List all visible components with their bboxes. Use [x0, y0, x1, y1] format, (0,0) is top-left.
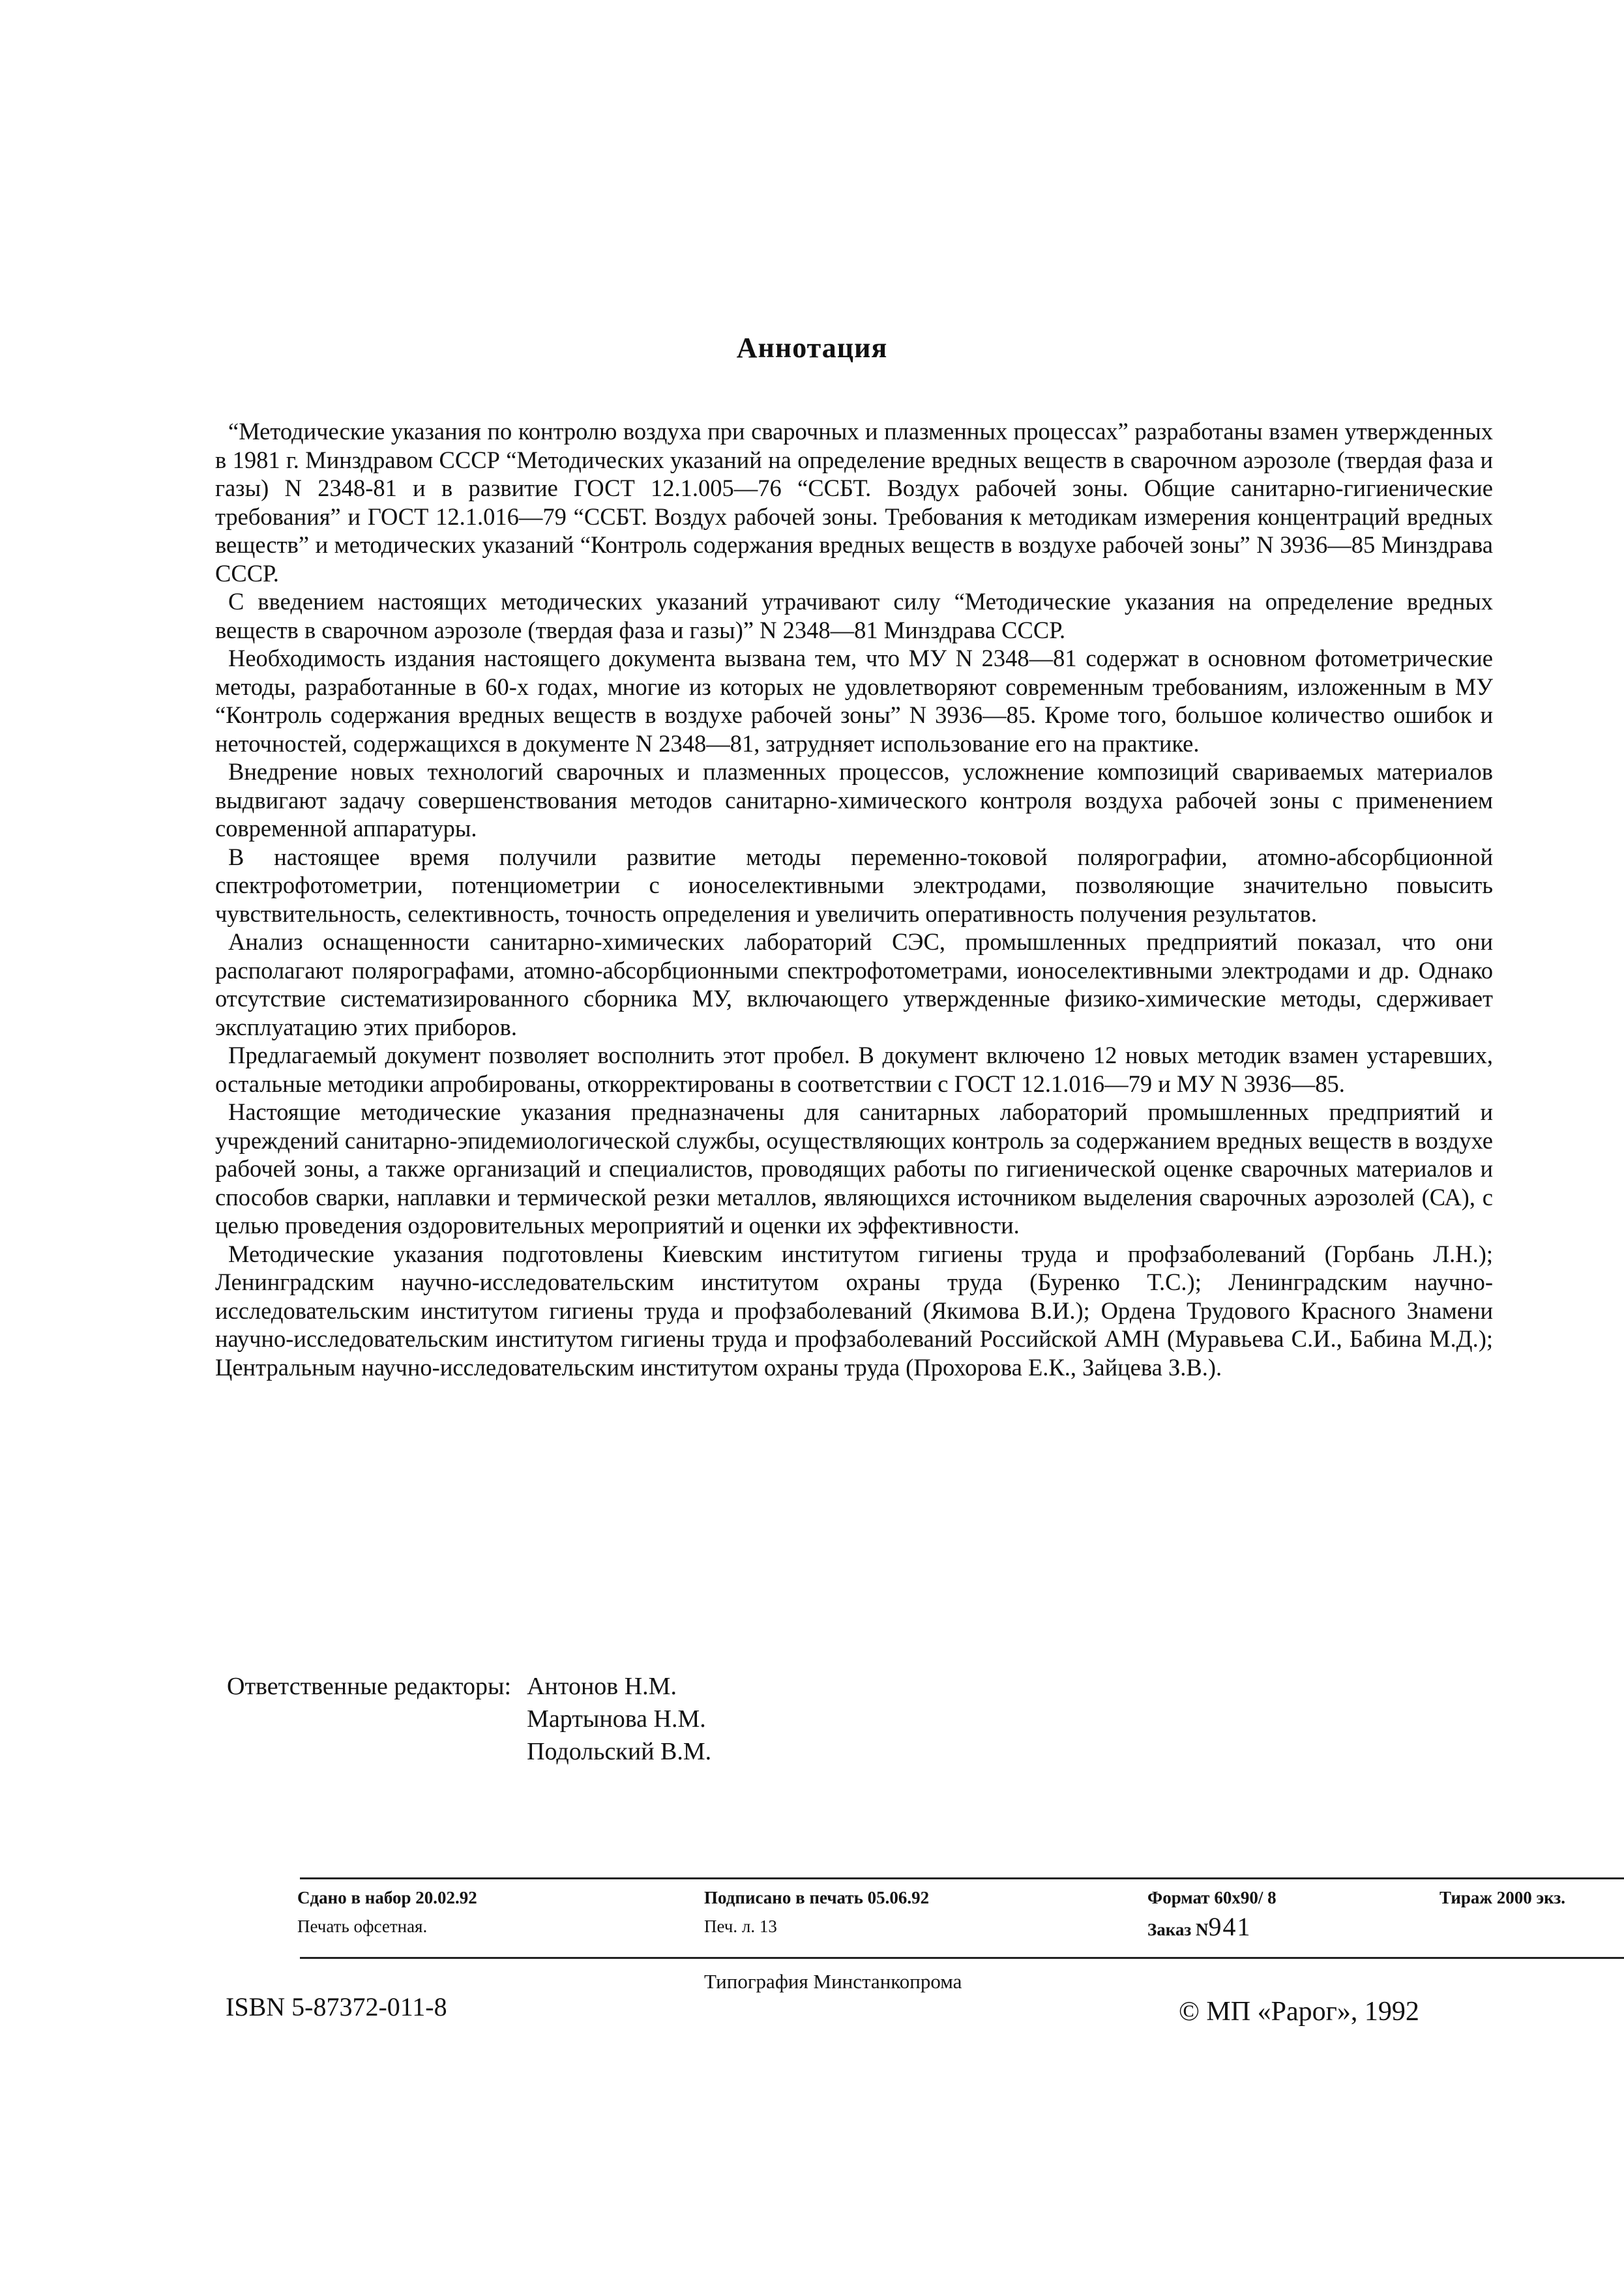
imprint-bottom-rule — [300, 1957, 1624, 1959]
imprint-format: Формат 60х90/ 8 — [1147, 1888, 1277, 1907]
imprint-submitted: Сдано в набор 20.02.92 — [297, 1888, 477, 1907]
editors-label: Ответственные редакторы: — [227, 1673, 512, 1700]
paragraph: Анализ оснащенности санитарно-химических лабораторий СЭС, промышленных предприятий показал, что они располагают полярографами, атомно-абсорбционными спектрофотометрами, ионоселективными электродами и др. Однако отсутствие систематизированного сборника МУ, включающего утвержденные физико-химические методы, сдерживает эксплуатацию этих приборов. — [215, 928, 1493, 1040]
paragraph: Настоящие методические указания предназначены для санитарных лабораторий промышленных предприятий и учреждений санитарно-эпидемиологической службы, осуществляющих контроль за содержанием вредных веществ в воздухе рабочей зоны, а также организаций и специалистов, проводящих работы по гигиенической оценке сварочных материалов и способов сварки, наплавки и термической резки металлов, являющихся источником выделения сварочных аэрозолей (СА), с целью проведения оздоровительных мероприятий и оценки их эффективности. — [215, 1098, 1493, 1239]
editor-name: Мартынова Н.М. — [527, 1705, 706, 1733]
order-number: 941 — [1208, 1912, 1252, 1941]
paragraph: Предлагаемый документ позволяет восполнить этот пробел. В документ включено 12 новых методик взамен устаревших, остальные методики апробированы, откорректированы в соответствии с ГОСТ 12.1.016—79 и МУ N 3936—85. — [215, 1042, 1493, 1097]
paragraph: “Методические указания по контролю воздуха при сварочных и плазменных процессах” разработаны взамен утвержденных в 1981 г. Минздравом СССР “Методических указаний на определение вредных веществ в сварочном аэрозоле (твердая фаза и газы) N 2348-81 и в развитие ГОСТ 12.1.005—76 “ССБТ. Воздух рабочей зоны. Общие санитарно-гигиенические требования” и ГОСТ 12.1.016—79 “ССБТ. Воздух рабочей зоны. Требования к методикам измерения концентраций вредных веществ” и методических указаний “Контроль содержания вредных веществ в воздухе рабочей зоны” N 3936—85 Минздрава СССР. — [215, 418, 1493, 587]
printer-name: Типография Минстанкопрома — [704, 1970, 962, 1993]
imprint-order — [1147, 1911, 1252, 1942]
imprint-sheets: Печ. л. 13 — [704, 1917, 777, 1936]
editor-name: Антонов Н.М. — [527, 1673, 677, 1700]
imprint-signed: Подписано в печать 05.06.92 — [704, 1888, 930, 1907]
editor-name: Подольский В.М. — [527, 1738, 712, 1765]
order-label: Заказ N — [1147, 1920, 1209, 1939]
paragraph: В настоящее время получили развитие методы переменно-токовой полярографии, атомно-абсорбционной спектрофотометрии, потенциометрии с ионоселективными электродами, позволяющие значительно повысить чувствительность, селективность, точность определения и увеличить оперативность получения результатов. — [215, 843, 1493, 927]
paragraph: Методические указания подготовлены Киевским институтом гигиены труда и профзаболеваний (Горбань Л.Н.); Ленинградским научно-исследовательским институтом охраны труда (Буренко Т.С.); Ленинградским научно-исследовательским институтом гигиены труда и профзаболеваний (Якимова В.И.); Ордена Трудового Красного Знамени научно-исследовательским институтом гигиены труда и профзаболеваний Российской АМН (Муравьева С.И., Бабина М.Д.); Центральным научно-исследовательским институтом охраны труда (Прохорова Е.К., Зайцева З.В.). — [215, 1240, 1493, 1381]
imprint-circulation: Тираж 2000 экз. — [1439, 1888, 1565, 1907]
paragraph: Внедрение новых технологий сварочных и плазменных процессов, усложнение композиций свариваемых материалов выдвигают задачу совершенствования методов санитарно-химического контроля воздуха рабочей зоны с применением современной аппаратуры. — [215, 758, 1493, 842]
editors-names — [527, 1670, 711, 1768]
imprint-top-rule — [300, 1877, 1624, 1879]
imprint-print-type: Печать офсетная. — [297, 1917, 428, 1936]
isbn: ISBN 5-87372-011-8 — [226, 1992, 447, 2021]
page-title: Аннотация — [736, 332, 888, 364]
annotation-body — [215, 417, 1493, 1381]
copyright: © МП «Рарог», 1992 — [1179, 1997, 1419, 2027]
editors-block — [227, 1670, 711, 1768]
paragraph: С введением настоящих методических указаний утрачивают силу “Методические указания на определение вредных веществ в сварочном аэрозоле (твердая фаза и газы)” N 2348—81 Минздрава СССР. — [215, 588, 1493, 643]
paragraph: Необходимость издания настоящего документа вызвана тем, что МУ N 2348—81 содержат в основном фотометрические методы, разработанные в 60-х годах, многие из которых не удовлетворяют современным требованиям, изложенным в МУ “Контроль содержания вредных веществ в воздухе рабочей зоны” N 3936—85. Кроме того, большое количество ошибок и неточностей, содержащихся в документе N 2348—81, затрудняет использование его на практике. — [215, 645, 1493, 757]
